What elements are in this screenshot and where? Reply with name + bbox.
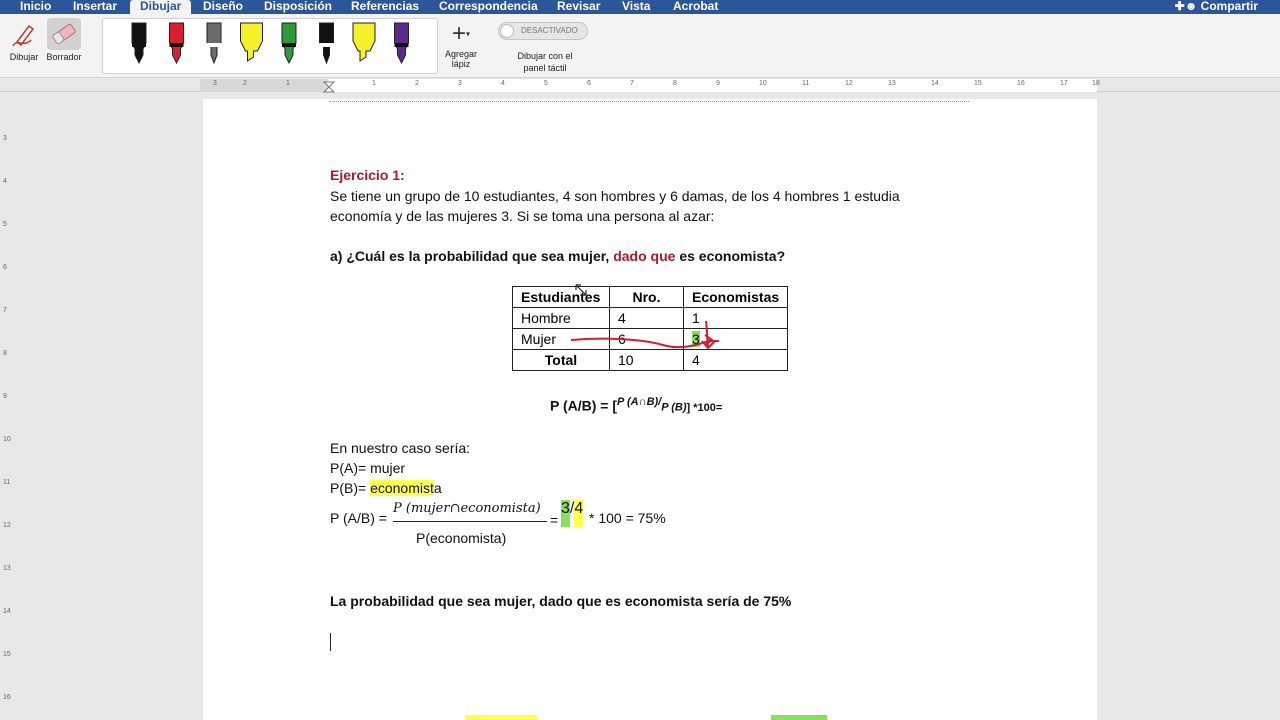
ruler-number: 10 <box>759 80 767 87</box>
eraser-label: Borrador <box>46 52 82 62</box>
pen-option[interactable] <box>241 23 263 61</box>
table-header: Estudiantes <box>513 287 610 308</box>
pen-band <box>170 43 184 47</box>
table-cell: 6 <box>610 329 684 350</box>
ruler-number: 8 <box>673 80 677 87</box>
move-cursor-icon <box>573 282 589 298</box>
pen-band <box>395 43 409 47</box>
cut-off-previous-line <box>329 99 969 102</box>
pen-option[interactable] <box>170 23 184 63</box>
vruler-number: 14 <box>3 608 11 615</box>
vruler-number: 10 <box>3 436 11 443</box>
vruler-number: 7 <box>3 307 7 314</box>
tab-inicio[interactable]: Inicio <box>20 0 52 13</box>
ruler-number: 9 <box>716 80 720 87</box>
toggle-knob <box>500 24 514 38</box>
document-page[interactable] <box>203 99 1097 720</box>
ruler-number: 15 <box>974 80 982 87</box>
ruler-number: 5 <box>544 80 548 87</box>
ruler-number: 1 <box>372 80 376 87</box>
bayes-formula <box>550 396 722 414</box>
calc-fraction <box>561 500 583 518</box>
draw-label: Dibujar <box>9 52 39 62</box>
pen-band <box>132 43 146 47</box>
ruler-number: 16 <box>1017 80 1025 87</box>
vruler-number: 3 <box>3 135 7 142</box>
question-a <box>330 248 785 264</box>
vruler-number: 6 <box>3 264 7 271</box>
calc-equals: = <box>550 512 559 528</box>
pen-option[interactable] <box>320 23 334 63</box>
table-header: Nro. <box>610 287 684 308</box>
eraser-button[interactable] <box>44 18 84 62</box>
text-cursor <box>330 633 331 651</box>
case-intro: En nuestro caso sería: <box>330 440 471 456</box>
pen-band <box>320 43 334 47</box>
pb-prefix: P(B)= <box>330 480 371 496</box>
pen-band <box>207 43 221 47</box>
vertical-ruler[interactable] <box>0 93 14 720</box>
pen-gallery-svg <box>103 19 439 75</box>
cut-off-highlight <box>465 715 537 720</box>
draw-ribbon <box>0 14 1280 78</box>
ruler-left-margin <box>200 79 328 92</box>
pen-option[interactable] <box>353 23 375 61</box>
vruler-number: 5 <box>3 221 7 228</box>
vruler-number: 16 <box>3 694 11 701</box>
draw-tool-button[interactable] <box>6 18 42 62</box>
formula-rhs <box>687 398 723 414</box>
ruler-number: 18 <box>1092 80 1100 87</box>
pen-option[interactable] <box>207 23 221 63</box>
exercise-title: Ejercicio 1: <box>330 167 405 183</box>
question-a-part1: a) ¿Cuál es la probabilidad que sea mujer, <box>330 248 614 264</box>
highlighted-cell-value: 3 <box>692 331 700 347</box>
formula-rhs-text: ] *100= <box>686 401 723 414</box>
tab-acrobat[interactable]: Acrobat <box>673 0 719 13</box>
touchpad-draw-label: Dibujar con el panel táctil <box>517 51 573 73</box>
share-button[interactable] <box>1175 0 1258 14</box>
ruler-number: 14 <box>931 80 939 87</box>
calc-fraction-denominator: 4 <box>574 500 583 527</box>
tab-revisar[interactable]: Revisar <box>557 0 601 13</box>
intro-line-2: economía y de las mujeres 3. Si se toma una persona al azar: <box>330 208 715 224</box>
pb-suffix: a <box>433 480 442 496</box>
vruler-number: 4 <box>3 178 7 185</box>
calc-denominator: P(economista) <box>416 530 507 546</box>
ruler-number: 7 <box>630 80 634 87</box>
ruler-number: 1 <box>286 80 290 87</box>
add-person-icon: ✚☻ <box>1174 0 1201 13</box>
formula-denominator: P (B) <box>661 401 687 414</box>
table-header: Economistas <box>684 287 788 308</box>
table-cell: Hombre <box>513 308 610 329</box>
add-pen-button[interactable] <box>440 20 482 69</box>
question-a-part3: es economista? <box>675 248 786 264</box>
calc-fraction-numerator: 3 <box>561 500 570 527</box>
touchpad-draw-toggle[interactable] <box>498 22 588 40</box>
tab-disposicion[interactable]: Disposición <box>264 0 333 13</box>
question-a-emphasis: dado que <box>613 248 676 264</box>
tab-correspondencia[interactable]: Correspondencia <box>439 0 538 13</box>
formula-numerator: P (A∩B)/ <box>617 396 662 408</box>
horizontal-ruler[interactable] <box>0 79 1280 92</box>
indent-marker-icon[interactable] <box>323 81 335 93</box>
ink-arrow-annotation <box>563 309 733 359</box>
table-cell: 4 <box>684 350 788 371</box>
fraction-line <box>393 521 547 522</box>
pen-option[interactable] <box>132 23 146 63</box>
calc-result: * 100 = 75% <box>589 510 666 526</box>
table-cell: Mujer <box>513 329 610 350</box>
pen-gallery <box>102 18 438 74</box>
pb-highlight: economist <box>370 480 434 496</box>
ruler-number: 2 <box>243 80 247 87</box>
table-cell: 10 <box>610 350 684 371</box>
ruler-number: 3 <box>458 80 462 87</box>
pen-option[interactable] <box>282 23 296 63</box>
pa-definition: P(A)= mujer <box>330 460 406 476</box>
ruler-number: 4 <box>501 80 505 87</box>
vruler-number: 12 <box>3 522 11 529</box>
ruler-number: 17 <box>1060 80 1068 87</box>
share-label: Compartir <box>1200 0 1258 13</box>
tab-vista[interactable]: Vista <box>622 0 651 13</box>
add-pen-label: Agregar lápiz <box>444 48 478 69</box>
tab-insertar[interactable]: Insertar <box>73 0 118 13</box>
formula-lhs: P (A/B) = [ <box>550 397 618 414</box>
tab-referencias[interactable]: Referencias <box>351 0 420 13</box>
calc-fraction-slash: / <box>569 500 575 517</box>
calc-lhs: P (A/B) = <box>330 510 387 526</box>
intro-line-1: Se tiene un grupo de 10 estudiantes, 4 son hombres y 6 damas, de los 4 hombres 1 estudia <box>330 188 900 204</box>
ruler-number: 3 <box>213 80 217 87</box>
next-section-cut-off <box>330 715 830 720</box>
ruler-number: 6 <box>587 80 591 87</box>
tab-dibujar[interactable]: Dibujar <box>130 0 191 14</box>
ribbon-tab-bar <box>0 0 1280 14</box>
tab-diseno[interactable]: Diseño <box>203 0 244 13</box>
calc-numerator: P (mujer∩economista) <box>393 501 541 516</box>
pen-option[interactable] <box>395 23 409 63</box>
plus-icon: +▾ <box>451 20 471 47</box>
vruler-number: 13 <box>3 565 11 572</box>
table-cell: 1 <box>684 308 788 329</box>
toggle-state: DESACTIVADO <box>521 26 578 35</box>
conclusion: La probabilidad que sea mujer, dado que es economista sería de 75% <box>330 593 792 609</box>
eraser-icon <box>47 18 81 50</box>
ruler-number: 2 <box>415 80 419 87</box>
ruler-number: 12 <box>845 80 853 87</box>
vruler-number: 15 <box>3 651 11 658</box>
table-cell: Total <box>513 350 610 371</box>
vruler-number: 8 <box>3 350 7 357</box>
ruler-number: 11 <box>802 80 810 87</box>
draw-cursor-icon <box>7 18 41 50</box>
cut-off-highlight <box>771 715 827 720</box>
table-cell: 4 <box>610 308 684 329</box>
vruler-number: 9 <box>3 393 7 400</box>
table-header-row <box>513 287 788 308</box>
pen-band <box>282 43 296 47</box>
ruler-number: 13 <box>888 80 896 87</box>
vruler-number: 11 <box>3 479 11 486</box>
pb-definition <box>330 480 442 496</box>
